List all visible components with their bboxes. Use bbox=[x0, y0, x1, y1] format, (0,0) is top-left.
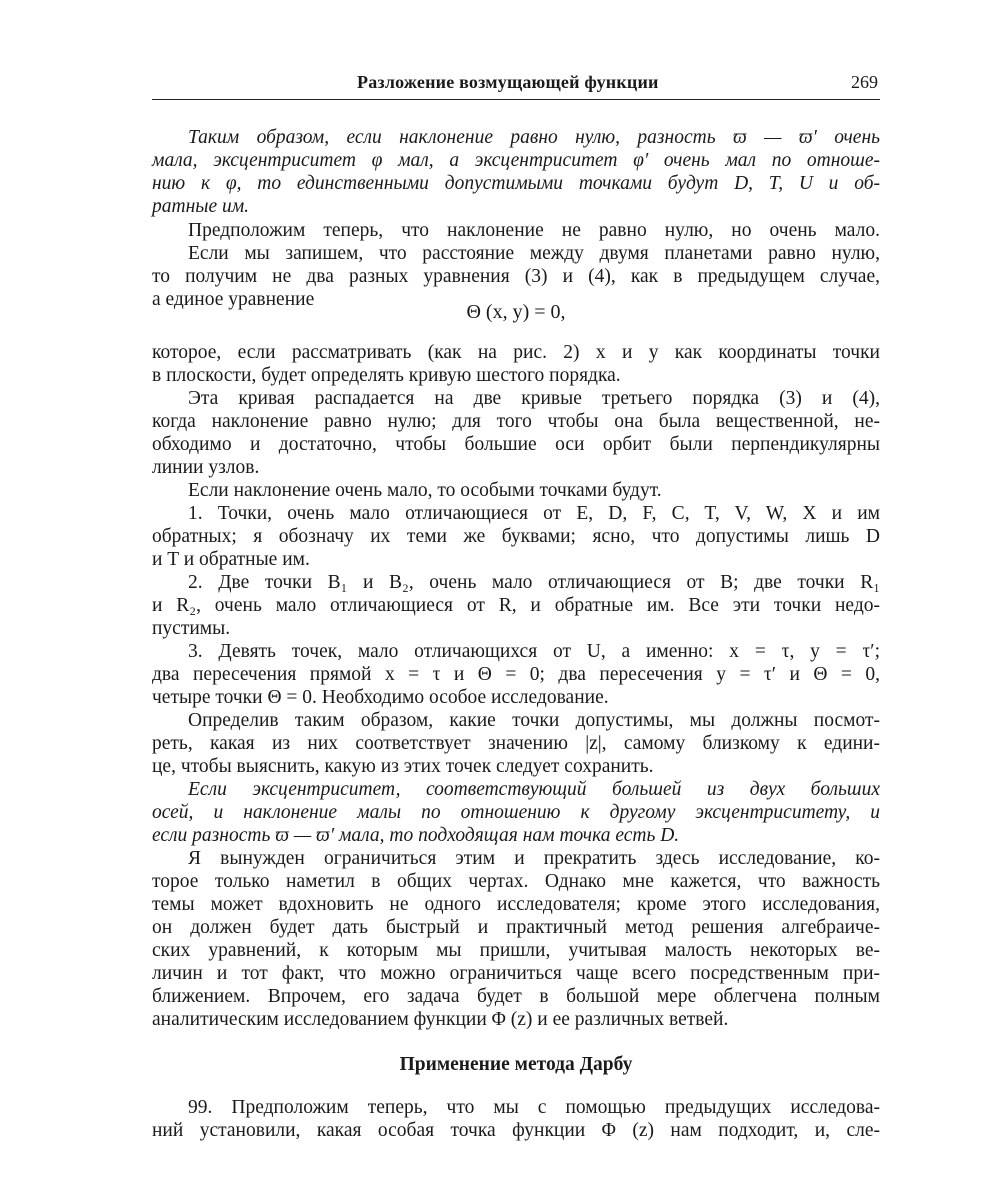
header-rule bbox=[152, 99, 880, 100]
text-line: Я вынужден ограничиться этим и прекратить здесь исследование, ко- bbox=[188, 848, 880, 869]
text-line: ний установили, какая особая точка функции Φ (z) нам подходит, и, сле- bbox=[152, 1120, 880, 1141]
equation: Θ (x, y) = 0, bbox=[466, 301, 566, 323]
text-line: а единое уравнение bbox=[152, 289, 315, 310]
text-line: когда наклонение равно нулю; для того чтобы она была вещественной, не- bbox=[152, 411, 880, 432]
text-line: Таким образом, если наклонение равно нулю, разность ϖ — ϖ′ очень bbox=[188, 127, 880, 148]
text-line: ближением. Впрочем, его задача будет в большой мере облегчена полным bbox=[152, 986, 880, 1007]
text-line: темы может вдохновить не одного исследователя; кроме этого исследования, bbox=[152, 894, 880, 915]
text-line: то получим не два разных уравнения (3) и (4), как в предыдущем случае, bbox=[152, 266, 880, 287]
text-line: осей, и наклонение малы по отношению к другому эксцентриситету, и bbox=[152, 802, 880, 823]
text-line: личин и тот факт, что можно ограничиться чаще всего посредственным при- bbox=[152, 963, 880, 984]
list-item-1: 1. Точки, очень мало отличающиеся от E, D, F, C, T, V, W, X и им bbox=[188, 503, 880, 524]
text-line: два пересечения прямой x = τ и Θ = 0; два пересечения y = τ′ и Θ = 0, bbox=[152, 664, 880, 685]
list-item-3: 3. Девять точек, мало отличающихся от U, а именно: x = τ, y = τ′; bbox=[188, 641, 880, 662]
text-line: Если наклонение очень мало, то особыми точками будут. bbox=[188, 480, 662, 501]
text-line: аналитическим исследованием функции Φ (z) и ее различных ветвей. bbox=[152, 1009, 729, 1030]
text-line: це, чтобы выяснить, какую из этих точек следует сохранить. bbox=[152, 756, 654, 777]
text-line: Определив таким образом, какие точки допустимы, мы должны посмот- bbox=[188, 710, 880, 731]
text-line: если разность ϖ — ϖ′ мала, то подходящая нам точка есть D. bbox=[152, 825, 680, 846]
running-head bbox=[152, 72, 880, 98]
text-line: Эта кривая распадается на две кривые третьего порядка (3) и (4), bbox=[188, 388, 880, 409]
text-line: 99. Предположим теперь, что мы с помощью предыдущих исследова- bbox=[188, 1097, 880, 1118]
page-number: 269 bbox=[851, 72, 878, 92]
text-line: торое только наметил в общих чертах. Однако мне кажется, что важность bbox=[152, 871, 880, 892]
text-line: ратные им. bbox=[152, 196, 250, 217]
text-line: ских уравнений, к которым мы пришли, учитывая малость некоторых ве- bbox=[152, 940, 880, 961]
text-line: нию к φ, то единственными допустимыми точками будут D, T, U и об- bbox=[152, 173, 880, 194]
text-line: он должен будет дать быстрый и практичный метод решения алгебраиче- bbox=[152, 917, 880, 938]
text-line: в плоскости, будет определять кривую шестого порядка. bbox=[152, 365, 621, 386]
text-line: и T и обратные им. bbox=[152, 549, 310, 570]
text-line: Если эксцентриситет, соответствующий большей из двух больших bbox=[188, 779, 880, 800]
text-line: обратных; я обозначу их теми же буквами; ясно, что допустимы лишь D bbox=[152, 526, 880, 547]
text-line: Предположим теперь, что наклонение не равно нулю, но очень мало. bbox=[188, 220, 880, 241]
text-line: линии узлов. bbox=[152, 457, 260, 478]
text-line: четыре точки Θ = 0. Необходимо особое исследование. bbox=[152, 687, 609, 708]
running-head-title: Разложение возмущающей функции bbox=[357, 72, 659, 92]
text-line: мала, эксцентриситет φ мал, а эксцентриситет φ′ очень мал по отноше- bbox=[152, 150, 880, 171]
list-item-2: 2. Две точки B₁ и B₂, очень мало отличающиеся от B; две точки R₁ bbox=[188, 572, 880, 593]
text-line: реть, какая из них соответствует значению |z|, самому близкому к едини- bbox=[152, 733, 880, 754]
text-line: которое, если рассматривать (как на рис. 2) x и y как координаты точки bbox=[152, 342, 880, 363]
text-line: пустимы. bbox=[152, 618, 231, 639]
text-line: Если мы запишем, что расстояние между двумя планетами равно нулю, bbox=[188, 243, 880, 264]
section-title: Применение метода Дарбу bbox=[399, 1054, 633, 1075]
text-line: обходимо и достаточно, чтобы большие оси орбит были перпендикулярны bbox=[152, 434, 880, 455]
text-line: и R₂, очень мало отличающиеся от R, и обратные им. Все эти точки недо- bbox=[152, 595, 880, 616]
